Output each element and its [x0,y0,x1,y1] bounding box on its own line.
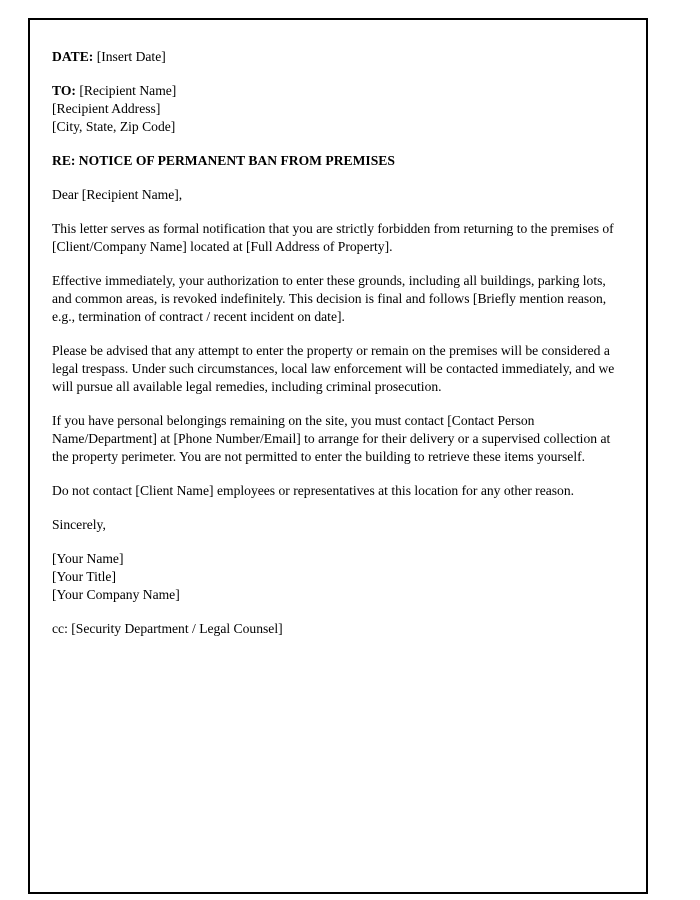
to-value: [Recipient Name] [79,83,177,98]
closing: Sincerely, [52,517,106,532]
to-line [52,82,626,100]
paragraph-4: If you have personal belongings remaining on the site, you must contact [Contact Person Name/Department] at [Phone Number/Email] to arrange for their delivery or a supervised collection at the property perimeter. You are not permitted to enter the building to retrieve these items yourself. [52,413,611,464]
recipient-address-line: [Recipient Address] [52,101,161,116]
signature-company: [Your Company Name] [52,587,180,602]
subject-line: RE: NOTICE OF PERMANENT BAN FROM PREMISES [52,153,395,168]
signature-name: [Your Name] [52,551,124,566]
letter-content [30,20,646,674]
recipient-block [52,82,626,136]
paragraph-5: Do not contact [Client Name] employees or representatives at this location for any other reason. [52,483,575,498]
signature-block [52,550,626,604]
to-label: TO: [52,83,76,98]
paragraph-1: This letter serves as formal notification that you are strictly forbidden from returning to the premises of [Client/Company Name] located at [Full Address of Property]. [52,221,614,254]
paragraph-3: Please be advised that any attempt to enter the property or remain on the premises will be considered a legal trespass. Under such circumstances, local law enforcement will be contacted immediately, and we will pursue all available legal remedies, including criminal prosecution. [52,343,615,394]
salutation: Dear [Recipient Name], [52,187,183,202]
recipient-city-line: [City, State, Zip Code] [52,119,176,134]
date-line [52,48,626,66]
cc-line: cc: [Security Department / Legal Counsel] [52,621,283,636]
signature-title: [Your Title] [52,569,116,584]
date-value: [Insert Date] [96,49,166,64]
letter-page [28,18,648,894]
date-label: DATE: [52,49,94,64]
paragraph-2: Effective immediately, your authorization to enter these grounds, including all buildings, parking lots, and common areas, is revoked indefinitely. This decision is final and follows [Briefly mention reason, e.g., termination of contract / recent incident on date]. [52,273,607,324]
